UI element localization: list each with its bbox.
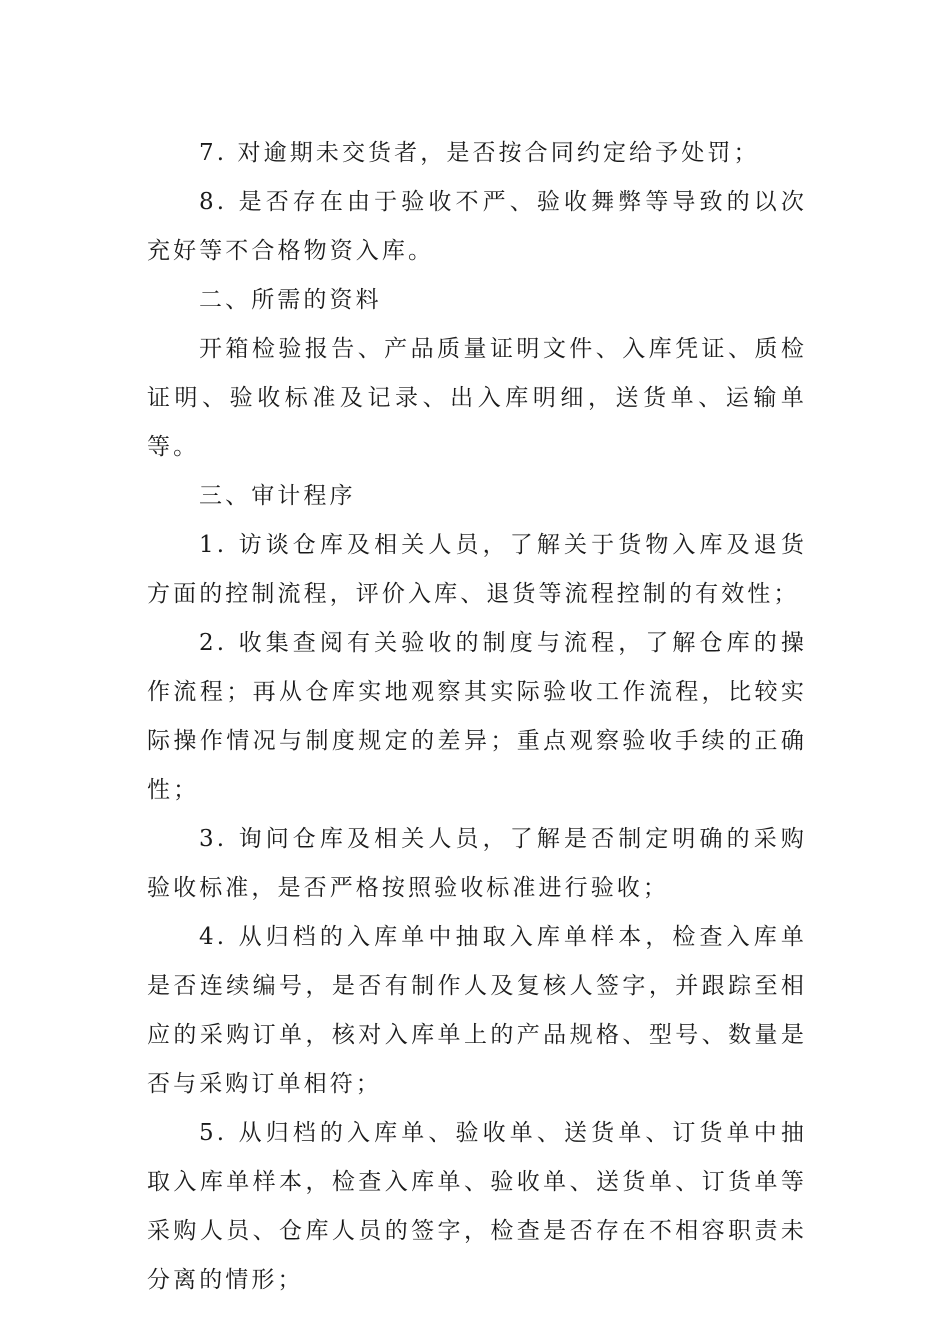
procedure-item-5: 5. 从归档的入库单、验收单、送货单、订货单中抽取入库单样本，检查入库单、验收单、送货单、订货单等采购人员、仓库人员的签字，检查是否存在不相容职责未分离的情形； <box>147 1120 807 1293</box>
procedure-item-2: 2. 收集查阅有关验收的制度与流程，了解仓库的操作流程；再从仓库实地观察其实际验收工作流程，比较实际操作情况与制度规定的差异；重点观察验收手续的正确性； <box>147 630 807 803</box>
paragraph-required-materials: 开箱检验报告、产品质量证明文件、入库凭证、质检证明、验收标准及记录、出入库明细，送货单、运输单等。 <box>147 336 807 460</box>
procedure-item-4: 4. 从归档的入库单中抽取入库单样本，检查入库单是否连续编号，是否有制作人及复核人签字，并跟踪至相应的采购订单，核对入库单上的产品规格、型号、数量是否与采购订单相符； <box>147 924 807 1097</box>
procedure-item-1: 1. 访谈仓库及相关人员，了解关于货物入库及退货方面的控制流程，评价入库、退货等流程控制的有效性； <box>147 532 807 607</box>
section-heading-required-materials: 二、所需的资料 <box>199 287 382 313</box>
paragraph-item-7: 7. 对逾期未交货者，是否按合同约定给予处罚； <box>199 140 760 166</box>
section-heading-audit-procedures: 三、审计程序 <box>199 483 356 509</box>
paragraph-item-8: 8. 是否存在由于验收不严、验收舞弊等导致的以次充好等不合格物资入库。 <box>147 189 807 264</box>
procedure-item-3: 3. 询问仓库及相关人员，了解是否制定明确的采购验收标准，是否严格按照验收标准进行验收； <box>147 826 807 901</box>
document-body <box>147 129 807 1305</box>
